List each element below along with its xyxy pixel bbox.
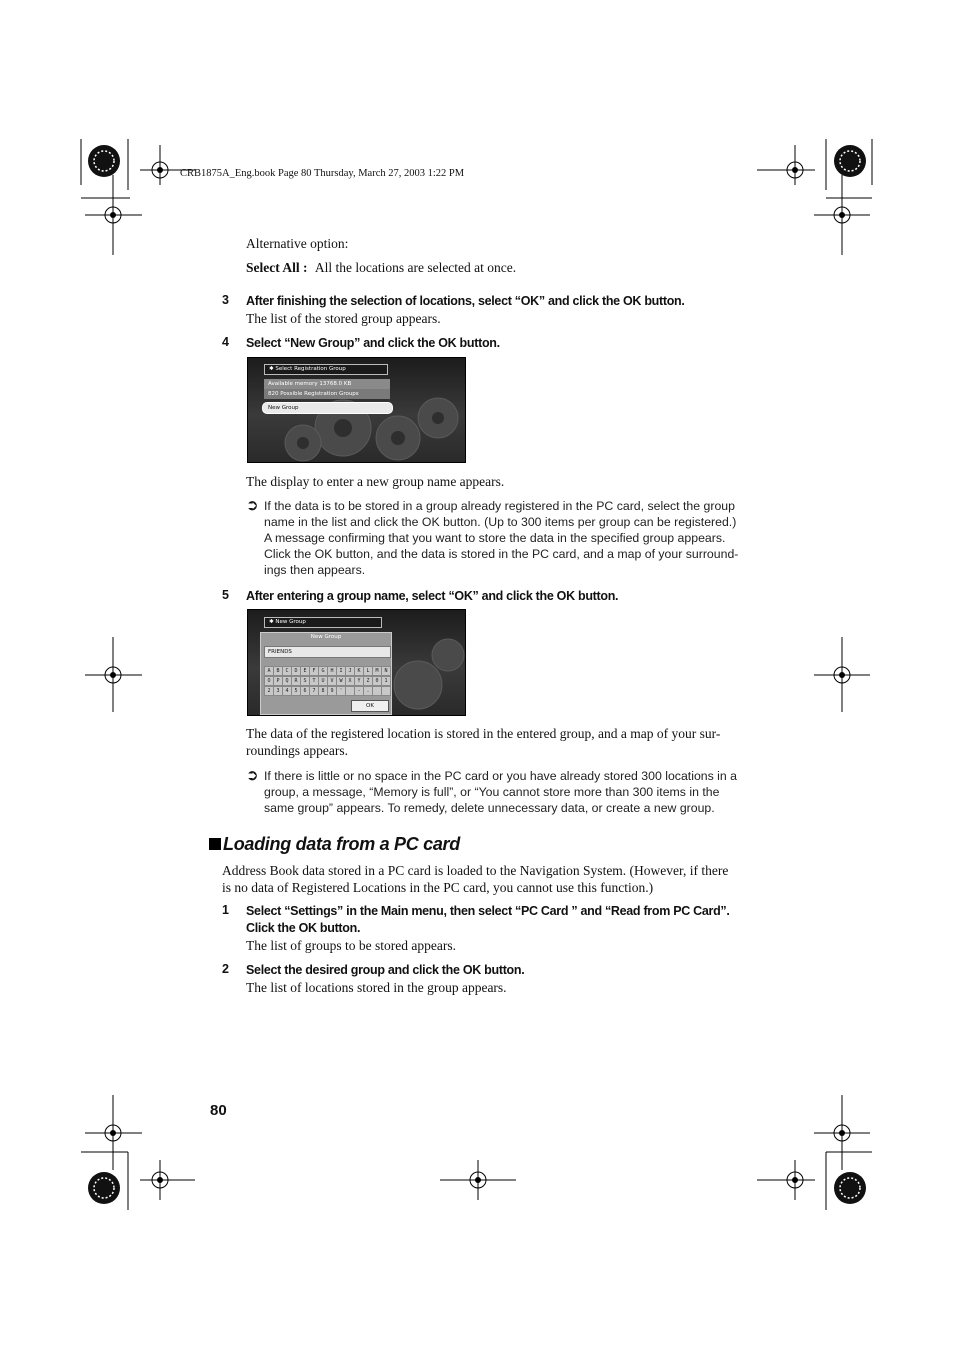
keyboard-key[interactable]: X xyxy=(345,676,355,686)
note-line: A message confirming that you want to store the data in the specified group appears. xyxy=(264,531,726,545)
screen2-subtitle: New Group xyxy=(310,634,342,640)
section-title: Loading data from a PC card xyxy=(223,834,460,854)
keyboard-key[interactable]: 9 xyxy=(327,686,337,696)
keyboard-key[interactable]: 8 xyxy=(318,686,328,696)
screen1-title-bar xyxy=(264,364,388,375)
character-keyboard xyxy=(264,666,390,696)
instruction-line: Select “Settings” in the Main menu, then select “PC Card ” and “Read from PC Card”. xyxy=(246,904,730,918)
section-heading xyxy=(209,834,460,855)
new-group-screenshot xyxy=(247,609,466,716)
keyboard-key[interactable]: W xyxy=(336,676,346,686)
keyboard-key[interactable]: P xyxy=(273,676,283,686)
note-line: group, a message, “Memory is full”, or “You cannot store more than 300 items in the xyxy=(264,785,720,799)
step-3-number: 3 xyxy=(222,293,229,307)
keyboard-key[interactable]: ' xyxy=(336,686,346,696)
keyboard-key[interactable]: N xyxy=(381,666,391,676)
keyboard-key[interactable]: C xyxy=(282,666,292,676)
screen2-result xyxy=(246,725,766,759)
keyboard-key[interactable]: S xyxy=(300,676,310,686)
keyboard-key[interactable]: Z xyxy=(363,676,373,686)
load-step-1-result: The list of groups to be stored appears. xyxy=(246,938,456,953)
step-5-instruction: After entering a group name, select “OK” and click the OK button. xyxy=(246,589,619,603)
note-line: If there is little or no space in the PC card or you have already stored 300 locations in a xyxy=(264,769,738,783)
keyboard-key[interactable]: D xyxy=(291,666,301,676)
step-4-number: 4 xyxy=(222,335,229,349)
keyboard-key[interactable] xyxy=(381,686,391,696)
select-registration-group-screenshot xyxy=(247,357,466,463)
alternative-option-label: Alternative option: xyxy=(246,236,349,251)
keyboard-key[interactable]: 3 xyxy=(273,686,283,696)
keyboard-key[interactable]: J xyxy=(345,666,355,676)
keyboard-key[interactable]: B xyxy=(273,666,283,676)
section-intro xyxy=(222,862,767,896)
keyboard-key[interactable]: Y xyxy=(354,676,364,686)
note-line: Click the OK button, and the data is stored in the PC card, and a map of your surround- xyxy=(264,547,739,561)
book-info-line: CRB1875A_Eng.book Page 80 Thursday, March 27, 2003 1:22 PM xyxy=(180,168,465,179)
keyboard-key[interactable]: F xyxy=(309,666,319,676)
result-line: roundings appears. xyxy=(246,743,348,758)
note-line: name in the list and click the OK button. (Up to 300 items per group can be registered.) xyxy=(264,515,737,529)
keyboard-key[interactable]: - xyxy=(354,686,364,696)
settings-icon: ✱ xyxy=(269,366,274,372)
step-4-instruction: Select “New Group” and click the OK button. xyxy=(246,336,500,350)
note-arrow-icon: ➲ xyxy=(246,497,259,514)
select-all-option xyxy=(246,259,516,276)
keyboard-key[interactable]: . xyxy=(363,686,373,696)
keyboard-key[interactable]: M xyxy=(372,666,382,676)
keyboard-key[interactable]: K xyxy=(354,666,364,676)
keyboard-key[interactable]: G xyxy=(318,666,328,676)
keyboard-key[interactable]: O xyxy=(264,676,274,686)
result-line: The data of the registered location is stored in the entered group, and a map of your sur- xyxy=(246,726,721,741)
keyboard-key[interactable]: 2 xyxy=(264,686,274,696)
select-all-description: All the locations are selected at once. xyxy=(314,260,517,275)
step-3-result: The list of the stored group appears. xyxy=(246,311,441,326)
keyboard-key[interactable]: Q xyxy=(282,676,292,686)
keyboard-key[interactable]: H xyxy=(327,666,337,676)
keyboard-key[interactable]: 0 xyxy=(372,676,382,686)
keyboard-key[interactable]: 5 xyxy=(291,686,301,696)
screen2-title-bar xyxy=(264,617,382,628)
note-line: If the data is to be stored in a group already registered in the PC card, select the group xyxy=(264,499,735,513)
screen1-new-group-item[interactable]: New Group xyxy=(262,402,393,414)
keyboard-key[interactable]: L xyxy=(363,666,373,676)
keyboard-key[interactable]: 1 xyxy=(381,676,391,686)
note-arrow-icon: ➲ xyxy=(246,767,259,784)
keyboard-key[interactable]: 7 xyxy=(309,686,319,696)
note-line: same group” appears. To remedy, delete unnecessary data, or create a new group. xyxy=(264,801,715,815)
load-step-2-instruction: Select the desired group and click the OK button. xyxy=(246,963,525,977)
keyboard-key[interactable]: T xyxy=(309,676,319,686)
keyboard-key[interactable]: A xyxy=(264,666,274,676)
square-bullet-icon xyxy=(209,838,221,850)
keyboard-key[interactable]: U xyxy=(318,676,328,686)
intro-line: is no data of Registered Locations in the PC card, you cannot use this function.) xyxy=(222,880,654,895)
keyboard-key[interactable]: I xyxy=(336,666,346,676)
note-memory-full xyxy=(264,768,764,816)
keyboard-key[interactable]: 4 xyxy=(282,686,292,696)
screen2-title: New Group xyxy=(275,619,306,625)
instruction-line: Click the OK button. xyxy=(246,921,361,935)
ok-button[interactable]: OK xyxy=(351,700,389,712)
group-name-input[interactable]: FRIENDS xyxy=(264,646,391,658)
step-5-number: 5 xyxy=(222,588,229,602)
keyboard-panel xyxy=(260,632,392,715)
note-existing-group xyxy=(264,498,764,578)
settings-icon: ✱ xyxy=(269,619,274,625)
intro-line: Address Book data stored in a PC card is loaded to the Navigation System. (However, if there xyxy=(222,863,729,878)
screen1-result: The display to enter a new group name appears. xyxy=(246,474,505,489)
screen1-title: Select Registration Group xyxy=(275,366,346,372)
keyboard-key[interactable]: R xyxy=(291,676,301,686)
load-step-1-number: 1 xyxy=(222,903,229,917)
keyboard-key[interactable]: E xyxy=(300,666,310,676)
page-number: 80 xyxy=(210,1102,227,1119)
screen1-possible-groups: 820 Possible Registration Groups xyxy=(264,389,390,399)
load-step-2-number: 2 xyxy=(222,962,229,976)
keyboard-key[interactable]: 6 xyxy=(300,686,310,696)
step-3-instruction: After finishing the selection of locations, select “OK” and click the OK button. xyxy=(246,294,685,308)
load-step-1-instruction xyxy=(246,903,776,937)
keyboard-key[interactable]: V xyxy=(327,676,337,686)
screen1-available-memory: Available memory 13768.0 KB xyxy=(264,379,390,389)
select-all-term: Select All : xyxy=(246,260,308,275)
load-step-2-result: The list of locations stored in the group appears. xyxy=(246,980,507,995)
note-line: ings then appears. xyxy=(264,563,366,577)
